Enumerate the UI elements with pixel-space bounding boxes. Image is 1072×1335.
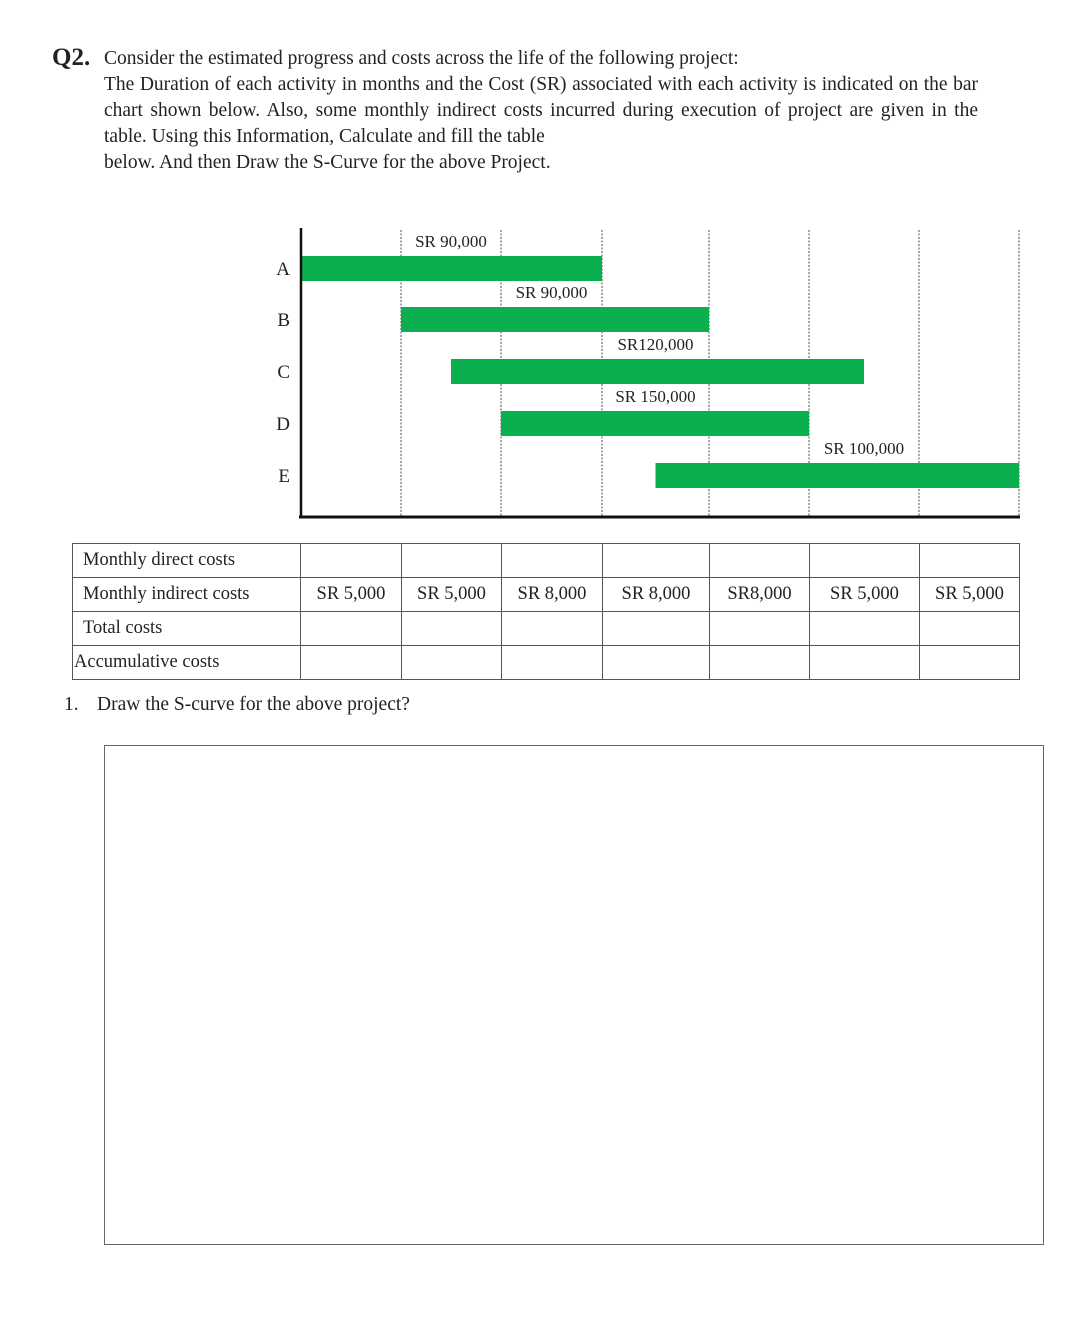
- table-cell: [301, 612, 402, 646]
- table-cell: [603, 544, 710, 578]
- table-cell: [402, 646, 502, 680]
- activity-bar-e: [656, 463, 1020, 488]
- table-cell: [920, 612, 1020, 646]
- activity-cost-label: SR 100,000: [823, 439, 905, 458]
- activity-label: D: [276, 414, 290, 435]
- table-cell: [502, 646, 603, 680]
- question-line-1: Consider the estimated progress and costs across the life of the following project:: [104, 48, 739, 69]
- table-cell: SR 5,000: [920, 578, 1020, 612]
- row-label: Accumulative costs: [73, 646, 301, 680]
- table-cell: [301, 544, 402, 578]
- table-cell: SR 5,000: [301, 578, 402, 612]
- table-cell: SR 8,000: [603, 578, 710, 612]
- activity-cost-label: SR 150,000: [615, 387, 696, 406]
- table-row-direct: [73, 544, 1020, 578]
- table-cell: [301, 646, 402, 680]
- sub-question: [64, 694, 410, 716]
- activity-cost-label: SR 90,000: [415, 232, 487, 251]
- table-cell: SR8,000: [710, 578, 810, 612]
- table-cell: [710, 646, 810, 680]
- activity-label: B: [277, 310, 290, 331]
- table-row-accumulative: [73, 646, 1020, 680]
- table-cell: [920, 646, 1020, 680]
- cost-table: [72, 543, 1020, 680]
- table-cell: [402, 544, 502, 578]
- table-row-indirect: [73, 578, 1020, 612]
- table-cell: SR 5,000: [810, 578, 920, 612]
- table-cell: [810, 646, 920, 680]
- table-cell: [502, 544, 603, 578]
- question-text: [104, 46, 978, 176]
- row-label: Total costs: [73, 612, 301, 646]
- activity-bar-c: [451, 359, 864, 384]
- activity-bar-a: [301, 256, 602, 281]
- table-cell: [810, 612, 920, 646]
- table-cell: [603, 612, 710, 646]
- table-cell: [710, 612, 810, 646]
- table-cell: [920, 544, 1020, 578]
- table-cell: [402, 612, 502, 646]
- activity-bar-d: [501, 411, 809, 436]
- activity-cost-label: SR120,000: [617, 335, 694, 354]
- question-number: Q2.: [52, 44, 91, 71]
- answer-box[interactable]: [104, 745, 1044, 1245]
- activity-label: C: [277, 362, 290, 383]
- activity-cost-label: SR 90,000: [515, 283, 588, 302]
- table-row-total: [73, 612, 1020, 646]
- activity-bar-b: [401, 307, 709, 332]
- row-label: Monthly direct costs: [73, 544, 301, 578]
- table-cell: [502, 612, 603, 646]
- activity-label: A: [276, 259, 290, 280]
- table-cell: SR 8,000: [502, 578, 603, 612]
- table-cell: [603, 646, 710, 680]
- question-body: The Duration of each activity in months and the Cost (SR) associated with each activity is indicated on the bar chart shown below. Also, some monthly indirect costs incurred during execution of project are given in the table. Using this Information, Calculate and fill the table: [104, 74, 978, 147]
- table-cell: SR 5,000: [402, 578, 502, 612]
- activity-label: E: [278, 466, 290, 487]
- question-last-line: below. And then Draw the S-Curve for the above Project.: [104, 152, 551, 173]
- table-cell: [710, 544, 810, 578]
- row-label: Monthly indirect costs: [73, 578, 301, 612]
- sub-question-text: Draw the S-curve for the above project?: [97, 694, 410, 715]
- table-cell: [810, 544, 920, 578]
- sub-question-number: 1.: [64, 694, 79, 715]
